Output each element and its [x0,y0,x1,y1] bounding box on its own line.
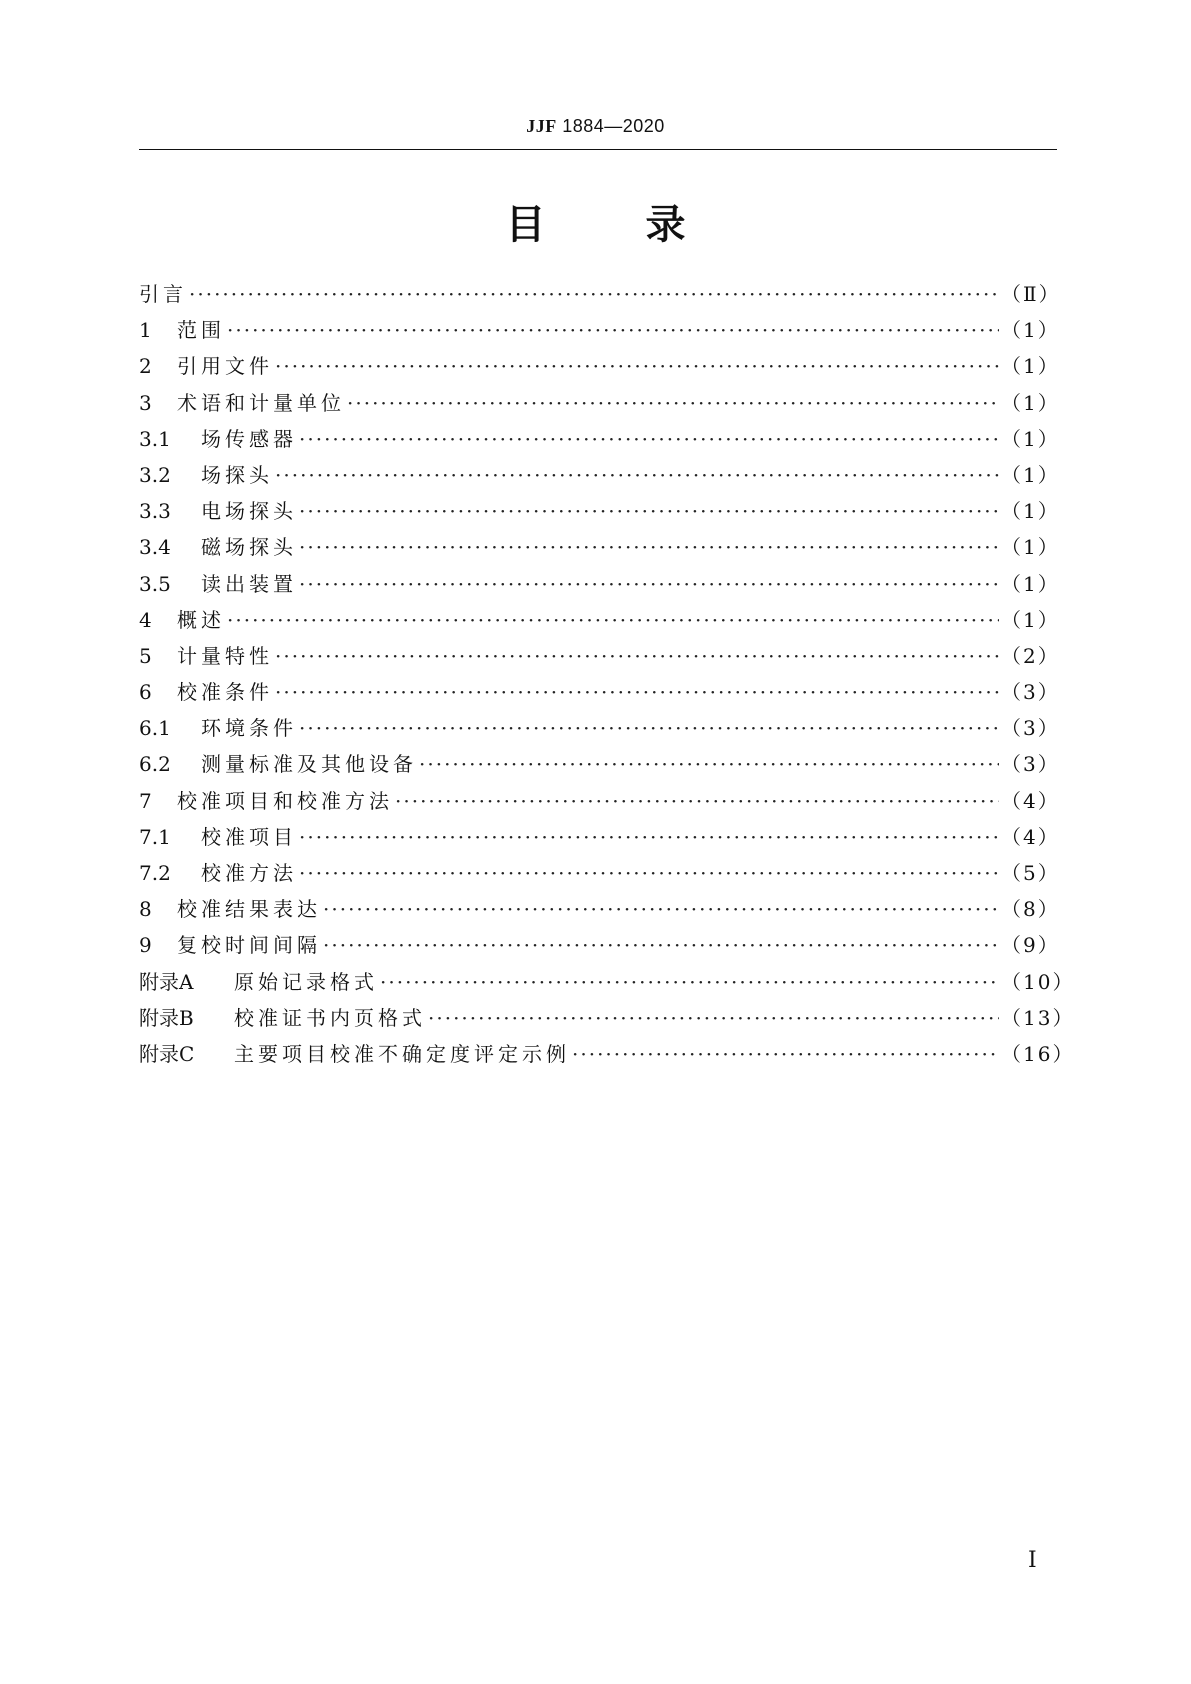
toc-entry-page: （10） [1001,969,1075,994]
toc-entry-page: （Ⅱ） [1001,282,1061,306]
toc-entry-number: 6 [139,680,152,705]
toc-entry-title: 校准证书内页格式 [234,1005,426,1030]
toc-entry-title: 场探头 [201,462,273,487]
toc-entry-page: （1） [1001,607,1060,632]
toc-entry-page: （1） [1001,354,1060,379]
toc-entry[interactable] [139,927,1060,963]
header-rule [139,149,1057,150]
toc-entry-page: （4） [1001,788,1060,813]
toc-entry[interactable] [139,746,1060,782]
toc-entry[interactable] [139,529,1060,565]
toc-entry-number: 3.4 [139,535,171,560]
toc-entry-page: （2） [1001,643,1060,668]
toc-leader-dots [299,710,999,746]
toc-entry-title: 主要项目校准不确定度评定示例 [234,1041,570,1066]
title-char-2: 录 [645,202,686,248]
toc-leader-dots [428,1000,999,1036]
toc-entry-number: 3.5 [139,571,171,596]
toc-entry-title: 校准结果表达 [177,897,321,922]
toc-entry-page: （1） [1001,571,1060,596]
toc-leader-dots [275,674,999,710]
toc-entry-number: 附录C [139,1041,195,1066]
standard-code-prefix: JJF [526,116,557,136]
toc-entry[interactable] [139,1000,1075,1036]
toc-entry[interactable] [139,891,1060,927]
toc-entry-number: 4 [139,607,152,632]
toc-entry-title: 电场探头 [201,499,297,524]
toc-entry-title: 校准项目和校准方法 [177,788,393,813]
toc-entry-page: （9） [1001,933,1060,958]
toc-entry[interactable] [139,602,1060,638]
toc-entry[interactable] [139,638,1060,674]
toc-leader-dots [227,602,999,638]
toc-leader-dots [323,927,999,963]
toc-entry-title: 读出装置 [201,571,297,596]
toc-entry-title: 范围 [177,318,225,343]
toc-entry-title: 引用文件 [177,354,273,379]
toc-leader-dots [419,746,999,782]
toc-leader-dots [323,891,999,927]
toc-entry-number: 7.2 [139,861,171,885]
toc-entry-title: 校准条件 [177,680,273,705]
toc-entry-number: 7.1 [139,824,171,849]
toc-leader-dots [395,783,999,819]
toc-leader-dots [275,348,999,384]
toc-entry-title: 复校时间间隔 [177,933,321,958]
toc-leader-dots [299,493,999,529]
toc-entry-number: 3 [139,390,152,415]
toc-entry-page: （16） [1001,1041,1075,1066]
toc-entry-title: 原始记录格式 [234,969,378,994]
table-of-contents [139,276,1075,1072]
toc-entry-title: 场传感器 [201,426,297,451]
toc-entry-page: （1） [1001,318,1060,343]
toc-leader-dots [189,276,999,312]
toc-entry-number: 2 [139,354,152,379]
toc-entry[interactable] [139,457,1060,493]
toc-entry-title: 磁场探头 [201,535,297,560]
toc-entry-page: （13） [1001,1005,1075,1030]
toc-entry-number: 3.3 [139,499,171,524]
standard-code-number: 1884—2020 [562,116,665,136]
toc-entry-title: 术语和计量单位 [177,390,345,415]
toc-entry[interactable] [139,783,1060,819]
toc-entry[interactable] [139,710,1060,746]
toc-leader-dots [299,855,999,891]
toc-entry-number: 7 [139,788,152,813]
toc-entry-page: （8） [1001,897,1060,922]
toc-entry-title: 引言 [139,282,187,306]
toc-entry-page: （1） [1001,499,1060,524]
toc-entry[interactable] [139,566,1060,602]
page-number: Ⅰ [1028,1548,1037,1573]
toc-entry[interactable] [139,348,1060,384]
toc-leader-dots [275,638,999,674]
toc-leader-dots [347,385,999,421]
toc-entry-number: 1 [139,318,152,343]
toc-entry-number: 附录B [139,1005,194,1030]
toc-entry-title: 概述 [177,607,225,632]
toc-entry-title: 计量特性 [177,643,273,668]
toc-entry-page: （3） [1001,716,1060,741]
toc-entry-number: 附录A [139,969,194,994]
toc-leader-dots [380,964,999,1000]
toc-entry[interactable] [139,276,1061,312]
toc-entry[interactable] [139,819,1060,855]
toc-entry[interactable] [139,385,1060,421]
running-header [0,116,1191,137]
toc-entry[interactable] [139,493,1060,529]
toc-entry-title: 校准项目 [201,824,297,849]
toc-entry[interactable] [139,421,1060,457]
toc-entry-number: 6.2 [139,752,171,777]
toc-entry-title: 测量标准及其他设备 [201,752,417,777]
toc-leader-dots [227,312,999,348]
toc-entry-title: 环境条件 [201,716,297,741]
toc-entry-page: （3） [1001,752,1060,777]
toc-leader-dots [299,529,999,565]
toc-leader-dots [299,421,999,457]
toc-entry[interactable] [139,964,1075,1000]
toc-leader-dots [299,819,999,855]
toc-entry-number: 3.1 [139,426,171,451]
toc-entry-number: 5 [139,643,152,668]
toc-entry-page: （4） [1001,824,1060,849]
toc-leader-dots [572,1036,999,1072]
toc-entry[interactable] [139,312,1060,348]
toc-entry-page: （1） [1001,535,1060,560]
toc-entry-number: 6.1 [139,716,171,741]
toc-entry-number: 3.2 [139,462,171,487]
toc-entry-title: 校准方法 [201,861,297,885]
toc-entry-page: （3） [1001,680,1060,705]
toc-entry-page: （5） [1001,861,1060,885]
toc-entry[interactable] [139,855,1060,891]
toc-entry-page: （1） [1001,462,1060,487]
toc-entry[interactable] [139,674,1060,710]
toc-entry-number: 8 [139,897,152,922]
toc-leader-dots [299,566,999,602]
title-char-1: 目 [505,202,546,248]
toc-leader-dots [275,457,999,493]
page-title [0,193,1191,250]
toc-entry-page: （1） [1001,390,1060,415]
toc-entry-page: （1） [1001,426,1060,451]
toc-entry[interactable] [139,1036,1075,1072]
toc-entry-number: 9 [139,933,152,958]
